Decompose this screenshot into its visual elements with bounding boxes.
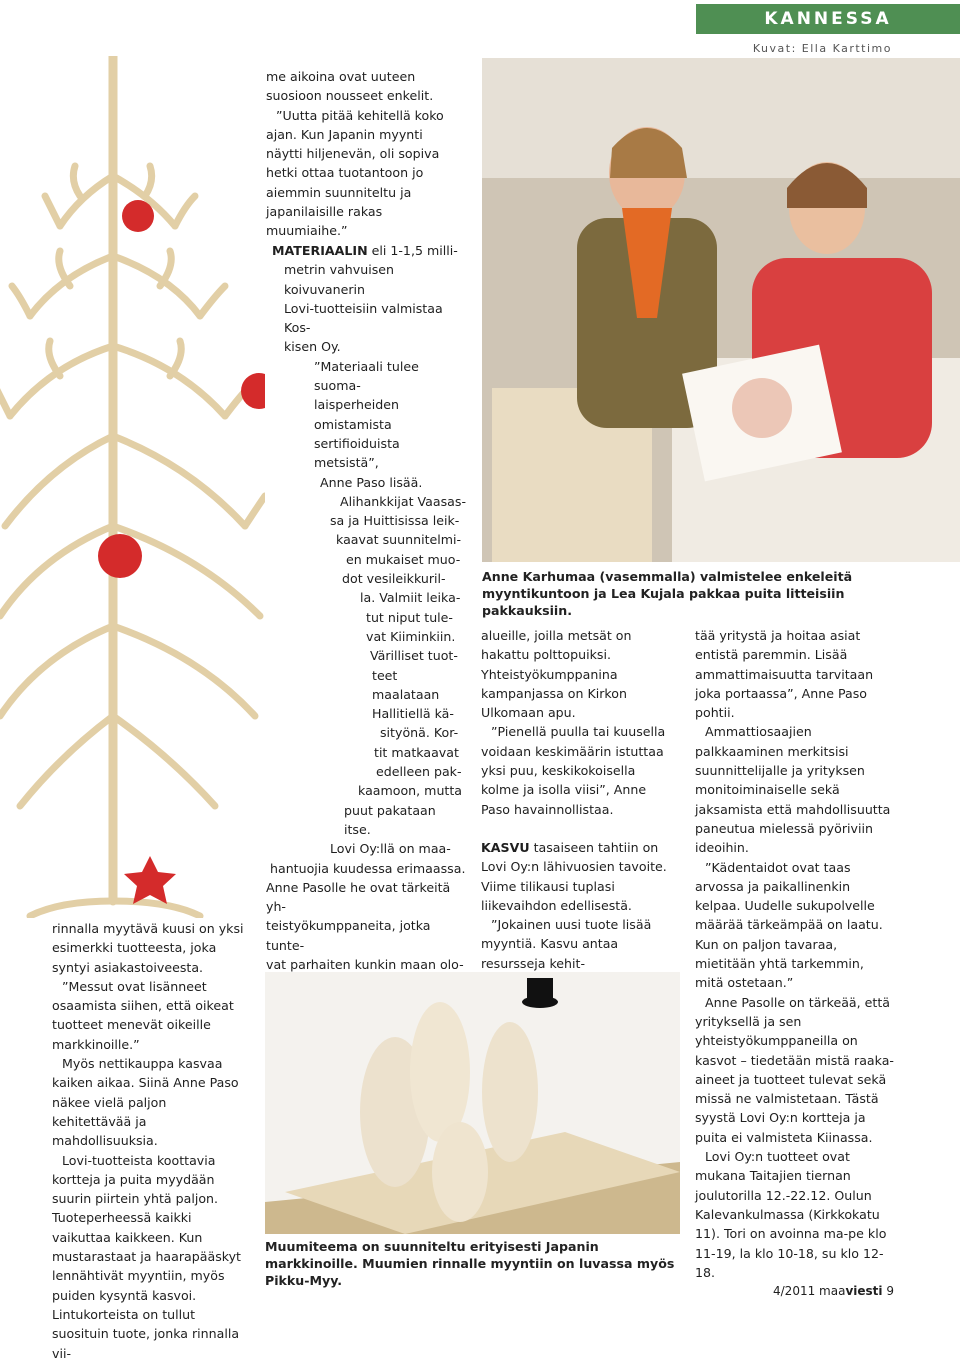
brand-maa: maa [819, 1284, 846, 1298]
section-tag: KANNESSA [696, 4, 960, 34]
ornament-ball [98, 534, 142, 578]
text-line: teet maalataan [372, 667, 440, 702]
text-line: edelleen pak- [376, 764, 462, 780]
text-line: teistyökumppaneita, jotka tunte- [266, 918, 431, 953]
column-2-top-text [266, 67, 462, 241]
text-line: tut niput tule- [366, 609, 453, 625]
column-1-text [52, 919, 248, 1363]
text-line: kisen Oy. [284, 339, 341, 355]
paragraph: rinnalla myytävä kuusi on yksi esimerkki tuotteesta, joka syntyi asiakastoiveesta. [52, 921, 244, 975]
text-line: tit matkaavat [374, 744, 459, 760]
paragraph: ”Jokainen uusi tuote lisää myyntiä. Kasvu antaa resursseja kehit- [481, 917, 652, 971]
paragraph: ”Pienellä puulla tai kuusella voidaan keskimäärin istuttaa yksi puu, keskikokoisella kolme ja isolla viisi”, Anne Paso havainnollistaa. [481, 724, 666, 817]
text-line: vat Kiiminkiin. [366, 628, 456, 644]
paragraph: Myös nettikauppa kasvaa kaiken aikaa. Siinä Anne Paso näkee vielä paljon kehitettävää ja mahdollisuuksia. [52, 1056, 239, 1149]
text-line: la. Valmiit leika- [360, 590, 461, 606]
photo-credit: Kuvat: Ella Karttimo [752, 42, 892, 55]
text-line: Värilliset tuot- [370, 648, 458, 664]
paragraph: ”Messut ovat lisänneet osaamista siihen, että oikeat tuotteet menevät oikeille markkinoille.” [52, 978, 234, 1052]
paragraph: alueille, joilla metsät on hakattu polttopuiksi. Yhteistyökumppanina kampanjassa on Kirkon Ulkomaan apu. [481, 628, 632, 721]
text-line: dot vesileikkuril- [342, 571, 446, 587]
paragraph: Anne Pasolle on tärkeää, että yrityksellä ja sen yhteistyökumppaneilla on kasvot – tiedetään mistä raaka-aineet ja tuotteet tulevat sekä missä ne valmistetaan. Tästä syystä Lovi Oy:n kortteja ja puita ei valmisteta Kiinassa. [695, 994, 894, 1145]
text-line: metrin vahvuisen koivuvanerin [284, 262, 394, 297]
paragraph: Lovi-tuotteista koottavia kortteja ja puita myydään suurin piirtein yhtä paljon. Tuoteperheessä kaikki vaikuttaa kaikkeen. Kun mustarastaat ja haarapääskyt lennähtivät myyntiin, myös puiden kysyntä kasvoi. Lintukorteista on tullut suosituin tuote, jonka rinnalla vii- [52, 1152, 241, 1361]
text-line: kaavat suunnitelmi- [336, 532, 462, 548]
text-line: sa ja Huittisissa leik- [330, 513, 460, 529]
ornament-ball [122, 200, 154, 232]
issue-number: 4/2011 [773, 1284, 816, 1298]
page-number: 9 [886, 1284, 894, 1298]
text-line: Alihankkijat Vaasas- [340, 493, 466, 509]
text-line: sertifioiduista metsistä”, [314, 435, 400, 471]
bottom-photo-caption: Muumiteema on suunniteltu erityisesti Japanin markkinoille. Muumien rinnalle myyntiin on luvassa myös Pikku-Myy. [265, 1239, 675, 1288]
moomin-photo [265, 972, 680, 1234]
workshop-photo [482, 58, 960, 562]
paragraph: ”Kädentaidot ovat taas arvossa ja paikallinenkin kelpaa. Uudelle sukupolvelle määrää tärkeämpää on laatu. Kun on paljon tavaraa, mietitään yhtä tarkemmin, mitä ostetaan.” [695, 859, 883, 991]
text-line: vat parhaiten kunkin maan olo- [266, 956, 464, 972]
lead-word: MATERIAALIN [272, 243, 368, 258]
ornament-ball [241, 373, 265, 409]
tree-illustration [0, 56, 265, 918]
text-line: Lovi-tuotteisiin valmistaa Kos- [284, 300, 443, 336]
text-line: Lovi Oy:llä on maa- [330, 841, 451, 857]
top-photo-caption: Anne Karhumaa (vasemmalla) valmistelee enkeleitä myyntikuntoon ja Lea Kujala pakkaa puita litteisiin pakkauksiin. [482, 569, 853, 618]
page-footer [773, 1284, 894, 1298]
text-line: puut pakataan itse. [344, 802, 436, 837]
paragraph: me aikoina ovat uuteen suosioon nousseet enkelit. [266, 69, 434, 104]
text-line: Anne Paso lisää. [320, 474, 423, 490]
brand-viesti: viesti [845, 1284, 883, 1298]
text-line: hantuojia kuudessa erimaassa. [270, 860, 466, 876]
text-line: laisperheiden omistamista [314, 397, 399, 432]
paragraph: tää yritystä ja hoitaa asiat entistä paremmin. Lisää ammattimaisuutta tarvitaan joka portaassa”, Anne Paso pohtii. [695, 628, 874, 721]
paragraph: Ammattiosaajien palkkaaminen merkitsisi suunnittelijalle ja yrityksen monitoiminaiselle sekä jaksamista että mahdollisuutta paneutua mielessä pyöriviin ideoihin. [695, 724, 891, 856]
column-3-text [481, 626, 677, 973]
column-4-text [695, 626, 895, 1282]
workshop-illustration [482, 58, 960, 562]
text-line: Hallitiellä kä- [372, 706, 454, 722]
lead-word: KASVU [481, 839, 530, 855]
paragraph: Lovi Oy:n tuotteet ovat mukana Taitajien tiernan joulutorilla 12.-22.12. Oulun Kalevankulmassa (Kirkkokatu 11). Tori on avoinna ma-pe klo 11-19, la klo 10-18, su klo 12-18. [695, 1149, 887, 1280]
text-line: Anne Pasolle he ovat tärkeitä yh- [266, 879, 451, 915]
paragraph: ”Uutta pitää kehitellä koko ajan. Kun Japanin myynti näytti hiljenevän, oli sopiva hetki ottaa tuotantoon jo aiemmin suunniteltu ja japanilaisille rakas muumiaihe.” [266, 107, 444, 239]
text-line: kaamoon, mutta [358, 783, 463, 799]
kasvu-text: tasaiseen tahtiin on Lovi Oy:n lähivuosien tavoite. Viime tilikausi tuplasi liikevaihdon edellisestä. [481, 839, 667, 913]
plywood-tree-photo [0, 56, 265, 918]
text-line: ”Materiaali tulee suoma- [314, 358, 419, 394]
text-line: en mukaiset muo- [346, 551, 461, 567]
text-line: sityönä. Kor- [380, 725, 459, 741]
column-2-materiaali-text: MATERIAALIN eli 1-1,5 milli- metrin vahvuisen koivuvanerin Lovi-tuotteisiin valmistaa Kos- kisen Oy. ”Materiaali tulee suoma- laisperheiden omistamista sertifioiduista metsistä”, Anne Paso lisää. Alihankkijat Vaasas- sa ja Huittisissa leik- kaavat suunnitelmi- en mukaiset muo- dot vesileikkuril- la. Valmiit leika- tut niput tule- vat Kiiminkiin. Värilliset tuot- teet maalataan Hallitiellä kä- sityönä. Kor- tit matkaavat edelleen pak- kaamoon, mutta puut pakataan itse. Lovi Oy:llä on maa- hantuojia kuudessa erimaassa. Anne Pasolle he ovat tärkeitä yh- teistyökumppaneita, jotka tunte- vat parhaiten kunkin maan olo- [266, 241, 466, 1206]
moomin-illustration [265, 972, 680, 1234]
ornament-star [124, 856, 176, 904]
